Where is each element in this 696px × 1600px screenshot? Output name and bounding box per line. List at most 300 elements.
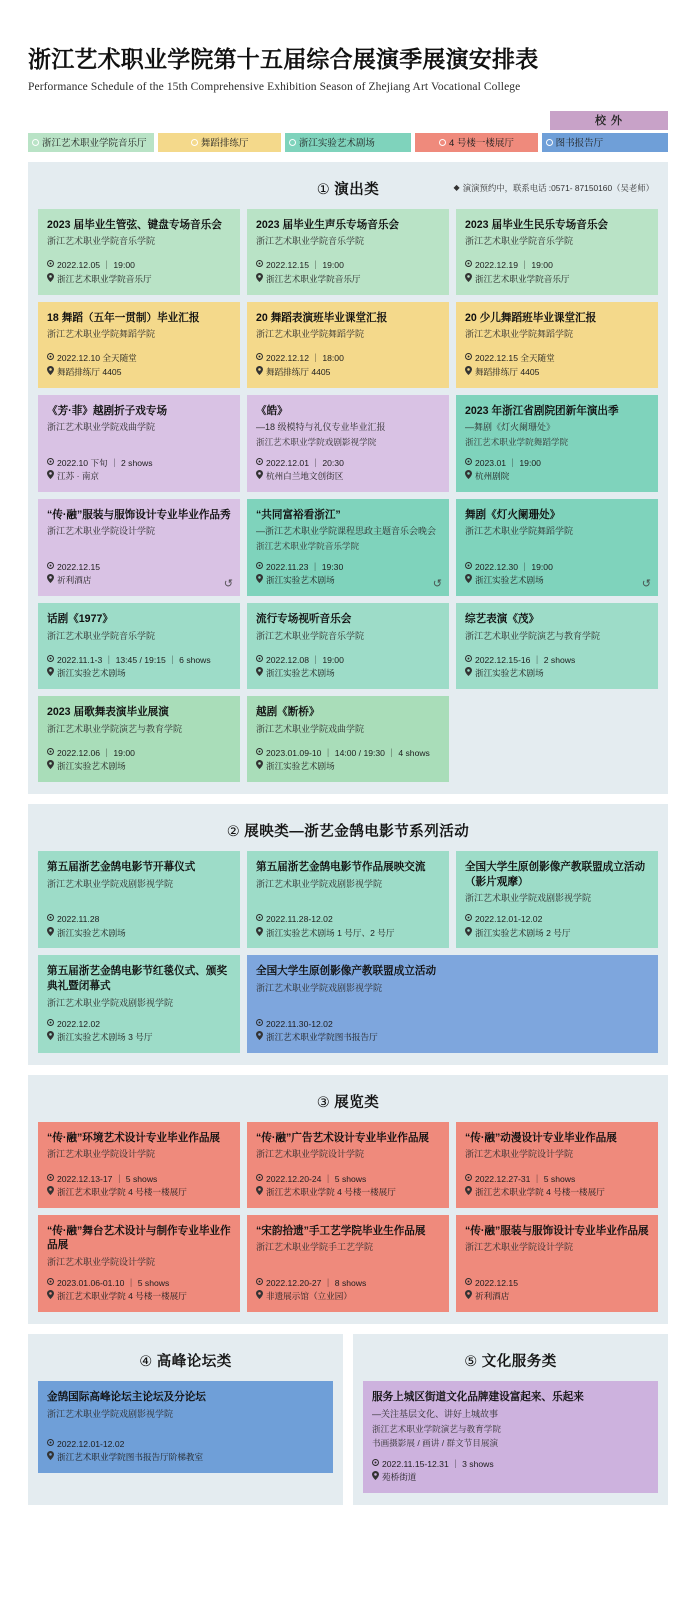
event-datetime xyxy=(256,654,440,667)
event-title: 2023 届毕业生管弦、键盘专场音乐会 xyxy=(47,218,222,231)
event-meta xyxy=(47,905,231,940)
card-grid xyxy=(38,851,658,1053)
event-title: 20 舞蹈表演班毕业课堂汇报 xyxy=(255,311,388,324)
event-meta xyxy=(47,1430,324,1465)
event-card[interactable] xyxy=(456,209,658,295)
event-subtitle: 浙江艺术职业学院演艺与教育学院 xyxy=(464,630,600,641)
section-4 xyxy=(28,1334,343,1505)
event-card[interactable] xyxy=(38,395,240,492)
clock-icon xyxy=(256,1173,263,1186)
clock-icon xyxy=(256,747,263,760)
event-venue-text: 浙江实验艺术剧场 xyxy=(265,575,335,586)
event-meta xyxy=(47,1165,231,1200)
event-card[interactable] xyxy=(247,696,449,782)
event-title: “传·融”服装与服饰设计专业毕业作品秀 xyxy=(47,508,231,521)
section-title-text: 演出类 xyxy=(334,181,380,198)
event-datetime-text: 2022.12.01 ｜ 20:30 xyxy=(265,457,344,468)
legend-dot-icon xyxy=(191,139,198,146)
event-card[interactable] xyxy=(247,209,449,295)
event-subtitle: 浙江艺术职业学院舞蹈学院 xyxy=(464,329,573,340)
event-subtitle: —舞剧《灯火阑珊处》 xyxy=(464,422,555,433)
event-datetime xyxy=(465,457,649,470)
section-header xyxy=(38,1344,333,1381)
section-number: ④ xyxy=(139,1354,153,1371)
location-pin-icon xyxy=(47,574,54,588)
event-card[interactable] xyxy=(38,1122,240,1208)
clock-icon xyxy=(47,1277,54,1290)
event-subtitle: —18 级模特与礼仪专业毕业汇报 xyxy=(255,422,386,433)
event-title: 第五届浙艺金鹄电影节作品展映交流 xyxy=(255,861,426,874)
venue-legend xyxy=(28,111,668,152)
sections-container xyxy=(28,162,668,1325)
location-pin-icon xyxy=(465,366,472,380)
event-card[interactable] xyxy=(38,851,240,948)
event-datetime-text: 2022.12.15 xyxy=(474,1278,518,1289)
event-meta xyxy=(256,646,440,681)
event-datetime-text: 2022.12.10 全天随堂 xyxy=(57,353,137,364)
event-title: 全国大学生原创影像产教联盟成立活动 xyxy=(255,965,437,978)
event-datetime xyxy=(47,747,231,760)
location-pin-icon xyxy=(256,574,263,588)
event-meta xyxy=(256,1269,440,1304)
event-datetime-text: 2022.12.19 ｜ 19:00 xyxy=(474,260,553,271)
event-title: 金鹄国际高峰论坛主论坛及分论坛 xyxy=(47,1391,206,1404)
clock-icon xyxy=(256,457,263,470)
legend-item-2 xyxy=(158,133,280,152)
event-title: 2023 届毕业生民乐专场音乐会 xyxy=(464,218,609,231)
legend-item-label: 舞蹈排练厅 xyxy=(200,138,249,150)
event-subtitle: —浙江艺术职业学院课程思政主题音乐会晚会 xyxy=(255,526,436,537)
location-pin-icon xyxy=(465,1290,472,1304)
legend-item-3 xyxy=(285,133,411,152)
clock-icon xyxy=(256,259,263,272)
event-meta xyxy=(465,905,649,940)
event-datetime xyxy=(47,259,231,272)
event-title: 《皓》 xyxy=(255,404,288,417)
event-meta xyxy=(47,739,231,774)
event-meta xyxy=(372,1450,649,1485)
event-card[interactable] xyxy=(247,499,449,596)
event-datetime xyxy=(465,913,649,926)
clock-icon xyxy=(47,352,54,365)
event-datetime xyxy=(47,457,231,470)
event-card[interactable] xyxy=(38,499,240,596)
event-venue xyxy=(256,1031,649,1045)
event-datetime xyxy=(372,1458,649,1471)
clock-icon xyxy=(47,913,54,926)
event-meta xyxy=(465,344,649,379)
event-venue-text: 浙江艺术职业学院 4 号楼一楼展厅 xyxy=(474,1186,605,1197)
event-title: “传·融”服装与服饰设计专业毕业作品展 xyxy=(464,1224,649,1237)
event-venue xyxy=(47,470,231,484)
event-datetime-text: 2022.12.27-31 ｜ 5 shows xyxy=(474,1173,576,1184)
clock-icon xyxy=(465,654,472,667)
event-card[interactable] xyxy=(247,395,449,492)
section-2 xyxy=(28,804,668,1065)
event-subtitle: 浙江艺术职业学院戏剧影视学院 xyxy=(47,878,174,889)
event-title: “传·融”动漫设计专业毕业作品展 xyxy=(464,1131,617,1144)
event-datetime xyxy=(256,352,440,365)
event-datetime-text: 2022.11.28-12.02 xyxy=(265,914,333,925)
event-meta xyxy=(47,344,231,379)
clock-icon xyxy=(47,561,54,574)
event-organizer: 浙江艺术职业学院音乐学院 xyxy=(255,541,360,552)
event-subtitle: 浙江艺术职业学院戏剧影视学院 xyxy=(255,878,382,889)
event-meta xyxy=(256,1165,440,1200)
event-datetime-text: 2023.01.06-01.10 ｜ 5 shows xyxy=(57,1278,170,1289)
location-pin-icon xyxy=(256,760,263,774)
event-title: 2023 届歌舞表演毕业展演 xyxy=(47,706,169,719)
event-card[interactable] xyxy=(247,603,449,689)
event-venue xyxy=(465,366,649,380)
location-pin-icon xyxy=(47,1031,54,1045)
section-note-text: 演演预约中，联系电话 :0571- 87150160（吴老师） xyxy=(462,182,654,193)
event-datetime-text: 2022.12.30 ｜ 19:00 xyxy=(474,561,553,572)
legend-item-label: 图书报告厅 xyxy=(555,138,604,150)
event-datetime xyxy=(256,259,440,272)
event-venue-text: 浙江实验艺术剧场 xyxy=(474,575,544,586)
event-card[interactable] xyxy=(38,696,240,782)
event-venue-text: 舞蹈排练厅 4405 xyxy=(265,366,331,377)
clock-icon xyxy=(47,1018,54,1031)
event-datetime xyxy=(256,1277,440,1290)
event-venue-text: 祈利酒店 xyxy=(57,575,92,586)
event-meta xyxy=(465,449,649,484)
event-datetime-text: 2022.12.20-24 ｜ 5 shows xyxy=(265,1173,367,1184)
event-venue-text: 浙江实验艺术剧场 xyxy=(57,927,126,938)
location-pin-icon xyxy=(256,1031,263,1045)
location-pin-icon xyxy=(256,273,263,287)
event-venue xyxy=(256,366,440,380)
event-venue-text: 浙江实验艺术剧场 1 号厅、2 号厅 xyxy=(265,927,395,938)
event-venue-text: 浙江实验艺术剧场 xyxy=(57,668,126,679)
page-title: 浙江艺术职业学院第十五届综合展演季展演安排表 xyxy=(28,46,539,72)
event-card[interactable] xyxy=(247,1122,449,1208)
event-card[interactable] xyxy=(247,302,449,388)
event-venue-text: 浙江实验艺术剧场 xyxy=(57,761,126,772)
location-pin-icon xyxy=(465,273,472,287)
event-subtitle: 浙江艺术职业学院音乐学院 xyxy=(47,236,156,247)
section-title xyxy=(38,1350,333,1371)
event-card[interactable] xyxy=(247,955,658,1052)
event-card[interactable] xyxy=(38,1215,240,1312)
event-title: 舞剧《灯火阑珊处》 xyxy=(464,508,561,521)
event-datetime-text: 2022.11.28 xyxy=(57,914,100,925)
event-datetime-text: 2023.01.09-10 ｜ 14:00 / 19:30 ｜ 4 shows xyxy=(265,747,430,758)
event-datetime-text: 2022.12.08 ｜ 19:00 xyxy=(265,654,344,665)
section-title-text: 展览类 xyxy=(334,1094,380,1111)
event-venue-text: 浙江实验艺术剧场 xyxy=(265,761,335,772)
event-subtitle: 浙江艺术职业学院戏剧影视学院 xyxy=(464,893,591,904)
event-venue-text: 祈利酒店 xyxy=(474,1291,510,1302)
section-title xyxy=(38,820,658,841)
clock-icon xyxy=(465,352,472,365)
event-subtitle: 浙江艺术职业学院设计学院 xyxy=(47,1257,156,1267)
event-subtitle: 浙江艺术职业学院戏曲学院 xyxy=(255,723,364,734)
event-card[interactable] xyxy=(38,1381,333,1473)
legend-item-5 xyxy=(542,133,668,152)
event-meta xyxy=(465,646,649,681)
legend-item-4 xyxy=(415,133,537,152)
event-venue xyxy=(372,1471,649,1485)
event-subtitle: 浙江艺术职业学院音乐学院 xyxy=(47,630,156,641)
event-card[interactable] xyxy=(456,302,658,388)
event-organizer: 浙江艺术职业学院演艺与教育学院 xyxy=(372,1423,501,1434)
location-pin-icon xyxy=(47,273,54,287)
event-meta xyxy=(256,553,442,591)
event-datetime xyxy=(256,1018,649,1031)
legend-item-label: 4 号楼一楼展厅 xyxy=(448,138,514,150)
event-datetime-text: 2022.12.15 ｜ 19:00 xyxy=(265,260,344,271)
location-pin-icon xyxy=(47,366,54,380)
clock-icon xyxy=(47,1438,54,1451)
event-card[interactable] xyxy=(456,1215,658,1312)
event-title: 越剧《断桥》 xyxy=(255,706,320,719)
location-pin-icon xyxy=(47,927,54,941)
event-datetime-text: 2022.12.13-17 ｜ 5 shows xyxy=(57,1173,158,1184)
legend-item-label: 浙江艺术职业学院音乐厅 xyxy=(42,138,147,150)
section-header xyxy=(38,814,658,851)
location-pin-icon xyxy=(465,574,472,588)
event-organizer: 浙江艺术职业学院戏剧影视学院 xyxy=(255,437,377,448)
event-datetime-text: 2022.12.01-12.02 xyxy=(474,914,543,925)
repeat-loop-icon: ↺ xyxy=(641,578,651,591)
page-subtitle: Performance Schedule of the 15th Comprehensive Exhibition Season of Zhejiang Art Vocational College xyxy=(28,80,521,93)
location-pin-icon xyxy=(465,1186,472,1200)
location-pin-icon xyxy=(465,927,472,941)
location-pin-icon xyxy=(256,366,263,380)
section-header xyxy=(363,1344,658,1381)
event-venue-text: 浙江艺术职业学院 4 号楼一楼展厅 xyxy=(57,1291,187,1302)
event-venue xyxy=(47,1451,324,1465)
legend-dot-icon xyxy=(546,139,553,146)
event-subtitle: 浙江艺术职业学院戏剧影视学院 xyxy=(47,997,174,1008)
event-subtitle: 浙江艺术职业学院音乐学院 xyxy=(255,236,364,247)
location-pin-icon xyxy=(372,1471,379,1485)
event-venue xyxy=(47,927,231,941)
event-title: 20 少儿舞蹈班毕业课堂汇报 xyxy=(464,311,597,324)
legend-outside-badge: 校 外 xyxy=(550,111,668,130)
clock-icon xyxy=(47,259,54,272)
section-title-text: 高峰论坛类 xyxy=(156,1354,232,1371)
event-venue xyxy=(465,574,651,591)
event-datetime xyxy=(256,561,440,574)
location-pin-icon xyxy=(47,1186,54,1200)
event-subtitle: 浙江艺术职业学院舞蹈学院 xyxy=(47,329,156,340)
event-meta xyxy=(465,553,651,591)
location-pin-icon xyxy=(465,667,472,681)
event-venue xyxy=(256,470,440,484)
event-venue xyxy=(256,273,440,287)
event-datetime xyxy=(256,913,440,926)
event-datetime-text: 2022.12.20-27 ｜ 8 shows xyxy=(265,1278,367,1289)
event-card[interactable] xyxy=(38,302,240,388)
clock-icon xyxy=(465,259,472,272)
location-pin-icon xyxy=(256,927,263,941)
event-datetime-text: 2022.11.1-3 ｜ 13:45 / 19:15 ｜ 6 shows xyxy=(57,654,211,665)
event-venue-text: 舞蹈排练厅 4405 xyxy=(474,366,540,377)
event-datetime-text: 2022.10 下旬 ｜ 2 shows xyxy=(57,457,153,468)
section-1 xyxy=(28,162,668,794)
event-meta xyxy=(256,905,440,940)
event-meta xyxy=(256,251,440,286)
location-pin-icon xyxy=(465,470,472,484)
legend-dot-icon xyxy=(439,139,446,146)
event-card[interactable] xyxy=(456,603,658,689)
event-title: 第五届浙艺金鹄电影节开幕仪式 xyxy=(47,861,196,874)
event-subtitle: 浙江艺术职业学院设计学院 xyxy=(464,1149,573,1160)
event-datetime xyxy=(465,1173,649,1186)
event-datetime xyxy=(47,1438,324,1451)
location-pin-icon xyxy=(256,1186,263,1200)
section-number: ③ xyxy=(316,1094,331,1111)
event-datetime-text: 2022.12.01-12.02 xyxy=(57,1439,125,1450)
event-venue xyxy=(47,667,231,681)
event-datetime xyxy=(465,352,649,365)
event-card[interactable] xyxy=(247,1215,449,1312)
event-venue-text: 苑桥街道 xyxy=(382,1472,417,1483)
section-3 xyxy=(28,1075,668,1324)
event-card[interactable] xyxy=(247,851,449,948)
event-venue xyxy=(256,760,440,774)
clock-icon xyxy=(256,1277,263,1290)
event-datetime xyxy=(47,1018,231,1031)
event-datetime-text: 2022.12.12 ｜ 18:00 xyxy=(265,353,344,364)
event-datetime-text: 2022.12.15-16 ｜ 2 shows xyxy=(474,654,576,665)
section-header xyxy=(38,172,658,209)
clock-icon xyxy=(256,561,263,574)
event-subtitle: 浙江艺术职业学院设计学院 xyxy=(464,1242,573,1253)
event-subtitle: 浙江艺术职业学院设计学院 xyxy=(255,1149,364,1160)
legend-dot-icon xyxy=(32,139,39,146)
event-card[interactable] xyxy=(456,395,658,492)
event-datetime xyxy=(47,654,231,667)
event-datetime-text: 2022.12.15 xyxy=(57,561,101,572)
event-card[interactable] xyxy=(38,209,240,295)
event-venue xyxy=(47,574,233,591)
event-datetime xyxy=(47,913,231,926)
event-datetime-text: 2022.12.02 xyxy=(57,1018,101,1029)
location-pin-icon xyxy=(256,1290,263,1304)
clock-icon xyxy=(256,654,263,667)
event-card[interactable] xyxy=(456,1122,658,1208)
event-venue-text: 浙江艺术职业学院音乐厅 xyxy=(57,273,152,284)
event-venue xyxy=(256,1290,440,1304)
clock-icon xyxy=(256,352,263,365)
event-venue xyxy=(47,1031,231,1045)
card-grid xyxy=(38,209,658,782)
repeat-loop-icon: ↺ xyxy=(223,578,233,591)
bottom-sections xyxy=(28,1334,668,1505)
event-title: “传·融”环境艺术设计专业毕业作品展 xyxy=(47,1131,221,1144)
location-pin-icon xyxy=(47,1290,54,1304)
event-card[interactable] xyxy=(38,955,240,1052)
event-subtitle: 浙江艺术职业学院戏剧影视学院 xyxy=(255,983,382,994)
event-venue-text: 非遗展示馆（立业园） xyxy=(265,1291,352,1302)
event-meta xyxy=(256,449,440,484)
card-grid xyxy=(38,1122,658,1312)
event-venue-text: 浙江实验艺术剧场 xyxy=(265,668,335,679)
event-card[interactable] xyxy=(38,603,240,689)
clock-icon xyxy=(372,1458,379,1471)
event-subtitle: 浙江艺术职业学院设计学院 xyxy=(47,1149,156,1160)
event-datetime xyxy=(256,1173,440,1186)
repeat-loop-icon: ↺ xyxy=(432,578,442,591)
event-meta xyxy=(47,1269,231,1304)
event-title: 流行专场视听音乐会 xyxy=(255,613,352,626)
event-datetime-text: 2022.11.30-12.02 xyxy=(265,1018,333,1029)
event-detail: 书画摄影展 / 画讲 / 群文节目展演 xyxy=(372,1438,499,1449)
event-venue xyxy=(256,667,440,681)
section-number: ② xyxy=(226,824,241,841)
clock-icon xyxy=(256,913,263,926)
event-venue-text: 浙江艺术职业学院 4 号楼一楼展厅 xyxy=(265,1186,396,1197)
event-venue xyxy=(47,273,231,287)
clock-icon xyxy=(47,654,54,667)
event-subtitle: 浙江艺术职业学院音乐学院 xyxy=(255,630,364,641)
card-grid xyxy=(38,1381,333,1473)
section-number: ⑤ xyxy=(464,1354,478,1371)
legend-row xyxy=(28,133,668,152)
event-title: 话剧《1977》 xyxy=(47,613,113,626)
clock-icon xyxy=(47,457,54,470)
event-subtitle: 浙江艺术职业学院音乐学院 xyxy=(464,236,573,247)
event-venue-text: 杭州剧院 xyxy=(474,471,510,482)
event-meta xyxy=(465,251,649,286)
section-title-text: 文化服务类 xyxy=(481,1354,557,1371)
event-venue xyxy=(47,1186,231,1200)
event-subtitle: 浙江艺术职业学院舞蹈学院 xyxy=(255,329,364,340)
event-venue xyxy=(256,927,440,941)
event-datetime xyxy=(465,1277,649,1290)
legend-dot-icon xyxy=(289,139,296,146)
section-note xyxy=(454,182,654,194)
section-number: ① xyxy=(316,181,331,198)
legend-item-label: 浙江实验艺术剧场 xyxy=(298,138,375,150)
clock-icon xyxy=(465,1173,472,1186)
location-pin-icon xyxy=(256,470,263,484)
event-meta xyxy=(256,1010,649,1045)
event-datetime-text: 2022.12.05 ｜ 19:00 xyxy=(57,260,135,271)
card-grid xyxy=(363,1381,658,1493)
event-venue-text: 杭州白兰地文创街区 xyxy=(265,471,344,482)
event-subtitle: —关注基层文化、讲好上城故事 xyxy=(372,1408,499,1419)
clock-icon xyxy=(465,913,472,926)
event-title: 2023 年浙江省剧院团新年演出季 xyxy=(464,404,619,417)
event-meta xyxy=(465,1269,649,1304)
event-datetime xyxy=(465,561,649,574)
event-title: 18 舞蹈（五年一贯制）毕业汇报 xyxy=(47,311,200,324)
event-meta xyxy=(47,251,231,286)
event-card[interactable] xyxy=(456,851,658,948)
location-pin-icon xyxy=(47,667,54,681)
event-datetime-text: 2023.01 ｜ 19:00 xyxy=(474,457,541,468)
event-venue xyxy=(465,667,649,681)
clock-icon xyxy=(465,457,472,470)
event-venue xyxy=(256,1186,440,1200)
section-header xyxy=(38,1085,658,1122)
event-venue-text: 浙江艺术职业学院图书报告厅阶梯教室 xyxy=(57,1452,204,1463)
event-datetime-text: 2022.11.23 ｜ 19:30 xyxy=(265,561,344,572)
event-card[interactable] xyxy=(456,499,658,596)
event-meta xyxy=(256,739,440,774)
event-title: 全国大学生原创影像产教联盟成立活动（影片观摩） xyxy=(464,861,646,888)
clock-icon xyxy=(465,1277,472,1290)
event-card[interactable] xyxy=(363,1381,658,1493)
section-5 xyxy=(353,1334,668,1505)
event-meta xyxy=(47,1010,231,1045)
event-venue xyxy=(47,1290,231,1304)
